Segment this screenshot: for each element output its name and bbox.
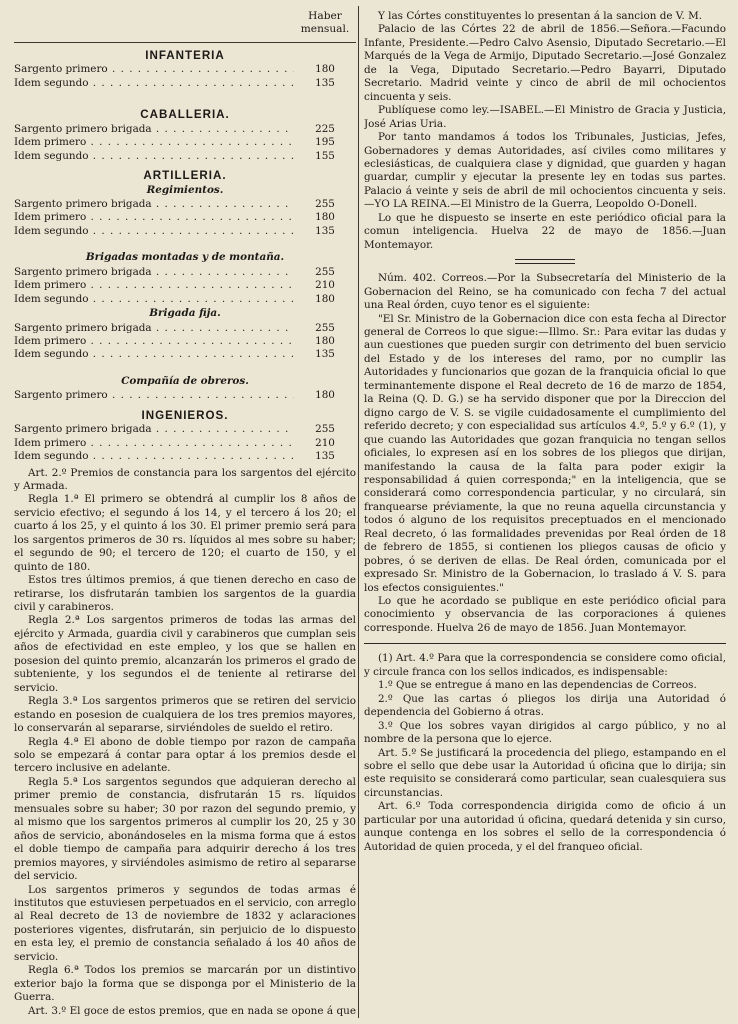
article-paragraph: Art. 3.º El goce de estos premios, que en nada se opone á que — [28, 1004, 356, 1017]
subsection-title: Brigadas montadas y de montaña. — [85, 251, 285, 264]
table-row: Idem primero . . . 210 — [14, 437, 356, 450]
table-row: Idem segundo . . . 135 — [14, 225, 356, 238]
table-row: Sargento primero brigada . . . 255 — [14, 266, 356, 279]
section-title: INFANTERIA — [145, 49, 225, 62]
subsection-title: Regimientos. — [146, 183, 224, 196]
section-title: INGENIEROS. — [141, 408, 229, 422]
table-row: Sargento primero brigada . . . 255 — [14, 322, 356, 335]
footnote-paragraph: Art. 6.º Toda correspondencia dirigida como de oficio á un particular por una autoridad ú oficina, quedará detenida y sin curso, aunque contenga en los sobres el sello de la correspondencia ó Autoridad de quien proceda, y el del franqueo oficial. — [364, 800, 726, 853]
paragraph: Por tanto mandamos á todos los Tribunales, Justicias, Jefes, Gobernadores y demas Autoridades, así civiles como militares y eclesiásticas, de cualquiera clase y dignidad, que guarden y hagan guardar, cumplir y ejecutar la presente ley en todas sus partes. Palacio á veinte y seis de abril de mil ochocientos cincuenta y seis.—YO LA REINA.—El Ministro de la Guerra, Leopoldo O-Donell. — [364, 131, 726, 211]
left-column — [14, 10, 356, 1018]
table-row: Idem primero . . . 195 — [14, 136, 356, 149]
footnote-paragraph: 1.º Que se entregue á mano en las dependencias de Correos. — [378, 679, 697, 692]
table-row: Idem segundo . . . 135 — [14, 450, 356, 463]
footnote-paragraph: 3.º Que los sobres vayan dirigidos al cargo público, y no al nombre de la persona que lo ejerce. — [364, 719, 726, 746]
table-row: Idem segundo . . . 155 — [14, 150, 356, 163]
footnote-divider-rule — [364, 643, 726, 644]
table-row: Sargento primero . . . 180 — [14, 63, 356, 76]
rule-paragraph: Regla 3.ª Los sargentos primeros que se retiren del servicio estando en posesion de cualquiera de los tres premios mayores, lo conservarán al separarse, sirviéndoles de sueldo el retiro. — [14, 695, 356, 735]
section-title: CABALLERIA. — [140, 108, 230, 122]
footnote-paragraph: 2.º Que las cartas ó pliegos los dirija una Autoridad ó dependencia del Gobierno á otras. — [364, 692, 726, 719]
table-row: Idem segundo . . . 135 — [14, 77, 356, 90]
table-row: Sargento primero brigada . . . 255 — [14, 198, 356, 211]
table-row: Idem primero . . . 180 — [14, 211, 356, 224]
table-row: Idem primero . . . 210 — [14, 279, 356, 292]
table-row: Sargento primero brigada . . . 255 — [14, 423, 356, 436]
footnote-paragraph: Art. 5.º Se justificará la procedencia del pliego, estampando en el sobre el sello que debe usar la Autoridad ú oficina que lo dirija; sin este requisito se considerará como particular, sean cualesquiera sus circunstancias. — [364, 746, 726, 799]
footnote-paragraph: (1) Art. 4.º Para que la correspondencia se considere como oficial, y circule franca con los sellos indicados, es indispensable: — [364, 652, 726, 678]
rule-paragraph: Regla 5.ª Los sargentos segundos que adquieran derecho al primer premio de constancia, disfrutarán 15 rs. líquidos mensuales sobre su haber; 30 por razon del segundo premio, y al mismo que los sargentos primeros al cumplir los 20, 25 y 30 años de servicio, abonándoseles en la misma forma que á estos el doble tiempo de campaña para adquirir derecho á los tres premios mayores, y sirviéndoles asimismo de retiro al separarse del servicio. — [14, 775, 356, 883]
rule-paragraph: Regla 4.ª El abono de doble tiempo por razon de campaña solo se empezará á contar para optar á los premios desde el tercero inclusive en adelante. — [14, 735, 356, 775]
table-row: Idem segundo . . . 180 — [14, 293, 356, 306]
paragraph: "El Sr. Ministro de la Gobernacion dice con esta fecha al Director general de Correos lo que sigue:—Illmo. Sr.: Para evitar las dudas y aun cuestiones que pueden surgir con detrimento del buen servicio del Estado y de los intereses del ramo, por no cumplir las Autoridades y funcionarios que gozan de la franquicia oficial lo que terminantemente dispone el Real decreto de 16 de marzo de 1854, la Reina (Q. D. G.) se ha servido disponer que por la Direccion del digno cargo de V. S. se vigile cuidadosamente el cumplimiento del referido decreto; y con especialidad sus artículos 4.º, 5.º y 6.º (1), y que cuando las Autoridades que gozan franquicia no tengan sellos oficiales, lo expresen así en los sobres de los pliegos que dirijan, manifestando la causa de la falta para poder exigir la responsabilidad á quien corresponda;" en la inteligencia, que se considerará como correspondencia particular, y no circulará, sin franquearse préviamente, la que no reuna aquella circunstancia y todos ó alguno de los requisitos preceptuados en el mencionado Real decreto, ó las formalidades prevenidas por Real órden de 18 de febrero de 1855, si contienen los pliegos causas de oficio y pobres, ó se deriven de ellas. De Real órden, comunicada por el expresado Sr. Ministro de la Gobernacion, lo traslado á V. S. para los efectos consiguientes." — [364, 312, 726, 594]
section-title: ARTILLERIA. — [143, 169, 227, 183]
paragraph: Los sargentos primeros y segundos de todas armas é institutos que estuviesen perpetuados en el servicio, con arreglo al Real decreto de 13 de noviembre de 1832 y aclaraciones posteriores vigentes, disfrutarán, sin perjuicio de lo dispuesto en esta ley, el premio de constancia señalado á los 40 años de servicio. — [14, 883, 356, 963]
subsection-title: Compañía de obreros. — [121, 374, 249, 387]
paragraph: Estos tres últimos premios, á que tienen derecho en caso de retirarse, los disfrutarán tambien los sargentos de la guardia civil y carabineros. — [14, 574, 356, 614]
subsection-title: Brigada fija. — [149, 307, 221, 320]
table-header — [14, 10, 356, 43]
paragraph: Palacio de las Córtes 22 de abril de 1856.—Señora.—Facundo Infante, Presidente.—Pedro Calvo Asensio, Diputado Secretario.—El Marqués de la Vega de Armijo, Diputado Secretario.—José Gonzalez de la Vega, Diputado Secretario.—Pedro Bayarri, Diputado Secretario. Madrid veinte y cinco de abril de mil ochocientos cincuenta y seis. — [364, 23, 726, 103]
notice-paragraph: Núm. 402. Correos.—Por la Subsecretaría del Ministerio de la Gobernacion del Reino, se ha comunicado con fecha 7 del actual una Real órden, cuyo tenor es el siguiente: — [364, 272, 726, 312]
table-row: Idem segundo . . . 135 — [14, 348, 356, 361]
right-column — [364, 10, 726, 1018]
rule-paragraph: Regla 1.ª El primero se obtendrá al cumplir los 8 años de servicio efectivo; el segundo á los 14, y el tercero á los 20; el cuarto á los 25, y el quinto á los 30. El primer premio será para los sargentos primeros de 30 rs. líquidos al mes sobre su haber; el segundo de 90; el tercero de 120; el cuarto de 150, y el quinto de 180. — [14, 493, 356, 573]
article-paragraph: Art. 2.º Premios de constancia para los sargentos del ejército y Armada. — [14, 466, 356, 492]
table-row: Sargento primero brigada . . . 225 — [14, 123, 356, 136]
table-row: Sargento primero . . . 180 — [14, 389, 356, 402]
column-divider — [358, 6, 359, 1018]
paragraph: Y las Córtes constituyentes lo presentan á la sancion de V. M. — [378, 10, 703, 22]
paragraph: Lo que he dispuesto se inserte en este periódico oficial para la comun inteligencia. Huelva 22 de mayo de 1856.—Juan Montemayor. — [364, 211, 726, 251]
rule-paragraph: Regla 2.ª Los sargentos primeros de todas las armas del ejército y Armada, guardia civil y carabineros que cumplan seis años de efectividad en este empleo, y los que se hallen en posesion del quinto premio, alcanzarán los primeros el grado de subteniente, y los segundos el de teniente al retirarse del servicio. — [14, 614, 356, 694]
paragraph: Publíquese como ley.—ISABEL.—El Ministro de Gracia y Justicia, José Arias Uria. — [364, 104, 726, 130]
column-header-haber: Haber mensual. — [300, 10, 350, 35]
paragraph: Lo que he acordado se publique en este periódico oficial para conocimiento y observancia de las corporaciones á quienes corresponde. Huelva 26 de mayo de 1856. Juan Montemayor. — [364, 595, 726, 634]
table-row: Idem primero . . . 180 — [14, 335, 356, 348]
rule-paragraph: Regla 6.ª Todos los premios se marcarán por un distintivo exterior bajo la forma que se disponga por el Ministerio de la Guerra. — [14, 964, 356, 1004]
section-divider-rule — [515, 259, 575, 264]
